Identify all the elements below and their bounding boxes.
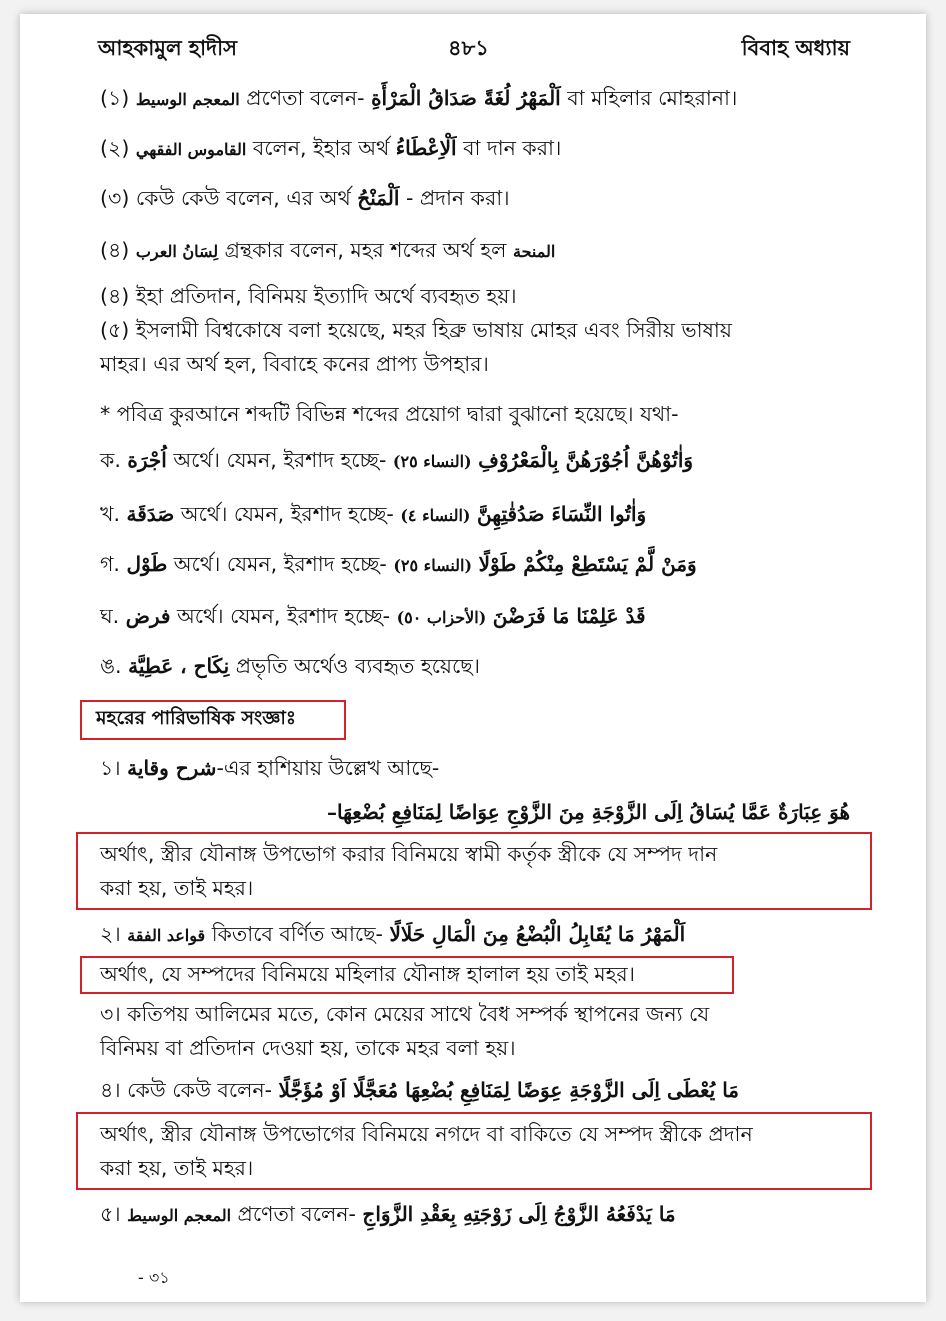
item-ga-reference: (النساء ٢٥) bbox=[393, 556, 473, 575]
definition-1-arabic-text: هُوَ عِبَارَةٌ عَمَّا يُسَاقُ اِلَى الزَّوْجَةِ مِنَ الزَّوْجِ عِوَاضًا لِمَنَافِعِ بُضْعِهَا– bbox=[326, 800, 850, 824]
line-4-source: لِسَانُ العرب bbox=[135, 242, 219, 261]
line-3 bbox=[100, 184, 510, 212]
item-ga-label: গ. bbox=[100, 552, 120, 576]
item-kha-word: صَدَقَة bbox=[126, 502, 175, 526]
item-ka-reference: (النساء ٢٥) bbox=[392, 452, 472, 471]
header-chapter-title: বিবাহ অধ্যায় bbox=[741, 36, 850, 60]
line-1-source: المعجم الوسيط bbox=[135, 90, 240, 109]
definition-2-text: কিতাবে বর্ণিত আছে- bbox=[205, 922, 383, 946]
item-nga bbox=[100, 652, 480, 680]
line-5: (৪) ইহা প্রতিদান, বিনিময় ইত্যাদি অর্থে ব্যবহৃত হয়। bbox=[100, 284, 517, 308]
item-kha bbox=[100, 500, 646, 530]
definition-5-arabic: مَا يَدْفَعُهُ الزَّوْجُ اِلَى زَوْجَتِهِ بِعَقْدِ الزَّوَاجِ bbox=[362, 1202, 676, 1226]
definition-5 bbox=[100, 1200, 676, 1230]
definition-4-text: ৪। কেউ কেউ বলেন- bbox=[100, 1078, 272, 1102]
definition-2-meaning: অর্থাৎ, যে সম্পদের বিনিময়ে মহিলার যৌনাঙ্গ হালাল হয় তাই মহর। bbox=[100, 962, 635, 986]
definition-5-source: المعجم الوسيط bbox=[127, 1206, 232, 1225]
line-3-arabic: اَلْمَنْحُ bbox=[357, 186, 400, 210]
definition-4 bbox=[100, 1076, 739, 1104]
line-2-text-end: বা দান করা। bbox=[456, 136, 562, 160]
header-book-title: আহকামুল হাদীস bbox=[98, 36, 237, 60]
line-8: * পবিত্র কুরআনে শব্দটি বিভিন্ন শব্দের প্রয়োগ দ্বারা বুঝানো হয়েছে। যথা- bbox=[100, 402, 679, 426]
line-2-number: (২) bbox=[100, 136, 130, 160]
definition-2-number: ২। bbox=[100, 922, 121, 946]
item-kha-reference: (النساء ٤) bbox=[400, 506, 471, 525]
definition-1-source: شرح وقاية bbox=[127, 756, 217, 780]
item-ka-word: اُجْرَة bbox=[127, 448, 167, 472]
definition-1-number: ১। bbox=[100, 756, 121, 780]
definition-1-text: -এর হাশিয়ায় উল্লেখ আছে- bbox=[216, 756, 440, 780]
item-ga-word: طَوْل bbox=[126, 552, 168, 576]
item-ga bbox=[100, 550, 697, 580]
line-4 bbox=[100, 236, 555, 266]
definition-3-line-2: বিনিময় বা প্রতিদান দেওয়া হয়, তাকে মহর বলা হয়। bbox=[100, 1036, 516, 1060]
item-kha-verse: وَاٰتُوا النِّسَاءَ صَدُقٰتِهِنَّ bbox=[477, 502, 647, 526]
definition-1-arabic bbox=[327, 798, 850, 826]
line-3-text-end: - প্রদান করা। bbox=[399, 186, 510, 210]
line-4-arabic: المنحة bbox=[513, 242, 556, 261]
definition-5-text: প্রণেতা বলেন- bbox=[231, 1202, 356, 1226]
item-nga-words: نِكَاح ، عَطِيَّة bbox=[128, 654, 230, 678]
line-2-source: القاموس الفقهي bbox=[135, 140, 247, 159]
definition-2 bbox=[100, 920, 685, 950]
line-6: (৫) ইসলামী বিশ্বকোষে বলা হয়েছে, মহর হিব্রু ভাষায় মোহর এবং সিরীয় ভাষায় bbox=[100, 318, 732, 342]
definition-4-meaning-line-1: অর্থাৎ, স্ত্রীর যৌনাঙ্গ উপভোগের বিনিময়ে নগদে বা বাকিতে যে সম্পদ স্ত্রীকে প্রদান bbox=[100, 1122, 753, 1146]
definition-5-number: ৫। bbox=[100, 1202, 121, 1226]
footer-page-number: - ৩১ bbox=[138, 1268, 170, 1287]
item-gha-word: فرض bbox=[125, 604, 171, 628]
item-gha-text: অর্থে। যেমন, ইরশাদ হচ্ছে- bbox=[170, 604, 391, 628]
definition-4-meaning-line-2: করা হয়, তাই মহর। bbox=[100, 1156, 254, 1180]
item-ka-verse: وَاٰتُوْهُنَّ اُجُوْرَهُنَّ بِالْمَعْرُوْفِ bbox=[478, 448, 694, 472]
line-7: মাহর। এর অর্থ হল, বিবাহে কনের প্রাপ্য উপহার। bbox=[100, 352, 489, 376]
item-ka-label: ক. bbox=[100, 448, 121, 472]
item-kha-label: খ. bbox=[100, 502, 120, 526]
line-3-text: (৩) কেউ কেউ বলেন, এর অর্থ bbox=[100, 186, 351, 210]
definition-1 bbox=[100, 754, 439, 782]
definition-4-arabic: مَا يُعْطَى اِلَى الزَّوْجَةِ عِوَضًا لِمَنَافِعِ بُضْعِهَا مُعَجَّلًا اَوْ مُؤَجَّلًا bbox=[278, 1078, 740, 1102]
line-2-arabic: اَلْاِعْطَاءُ bbox=[395, 136, 457, 160]
definition-2-arabic: اَلْمَهْرُ مَا يُقَابِلُ الْبُضْعُ مِنَ الْمَالِ حَلَالًا bbox=[389, 922, 686, 946]
item-ka-text: অর্থে। যেমন, ইরশাদ হচ্ছে- bbox=[166, 448, 387, 472]
line-2 bbox=[100, 134, 561, 164]
definition-3-line-1: ৩। কতিপয় আলিমের মতে, কোন মেয়ের সাথে বৈধ সম্পর্ক স্থাপনের জন্য যে bbox=[100, 1002, 710, 1026]
line-1-text: প্রণেতা বলেন- bbox=[239, 86, 365, 110]
header-page-number: ৪৮১ bbox=[448, 36, 489, 60]
item-gha bbox=[100, 602, 646, 632]
item-gha-reference: (الأحزاب ٥٠) bbox=[396, 608, 487, 627]
item-nga-text: প্রভৃতি অর্থেও ব্যবহৃত হয়েছে। bbox=[229, 654, 480, 678]
line-1-arabic: اَلْمَهْرُ لُغَةً صَدَاقُ الْمَرْأَةِ bbox=[371, 86, 561, 110]
section-heading: মহরের পারিভাষিক সংজ্ঞাঃ bbox=[96, 707, 297, 729]
item-ga-text: অর্থে। যেমন, ইরশাদ হচ্ছে- bbox=[167, 552, 387, 576]
line-1 bbox=[100, 84, 737, 114]
definition-1-meaning-line-2: করা হয়, তাই মহর। bbox=[100, 876, 254, 900]
line-2-text: বলেন, ইহার অর্থ bbox=[246, 136, 390, 160]
line-4-number: (৪) bbox=[100, 238, 130, 262]
item-ga-verse: وَمَنْ لَّمْ يَسْتَطِعْ مِنْكُمْ طَوْلًا bbox=[478, 552, 697, 576]
item-gha-label: ঘ. bbox=[100, 604, 120, 628]
item-kha-text: অর্থে। যেমন, ইরশাদ হচ্ছে- bbox=[174, 502, 394, 526]
line-1-text-end: বা মহিলার মোহরানা। bbox=[560, 86, 738, 110]
definition-1-meaning-line-1: অর্থাৎ, স্ত্রীর যৌনাঙ্গ উপভোগ করার বিনিময়ে স্বামী কর্তৃক স্ত্রীকে যে সম্পদ দান bbox=[100, 842, 718, 866]
line-4-text: গ্রন্থকার বলেন, মহর শব্দের অর্থ হল bbox=[218, 238, 507, 262]
item-gha-verse: قَدْ عَلِمْنَا مَا فَرَضْنَ bbox=[492, 604, 646, 628]
definition-2-source: قواعد الفقة bbox=[127, 926, 206, 945]
item-ka bbox=[100, 446, 693, 476]
line-1-number: (১) bbox=[100, 86, 130, 110]
item-nga-label: ঙ. bbox=[100, 654, 122, 678]
document-page bbox=[20, 14, 926, 1302]
